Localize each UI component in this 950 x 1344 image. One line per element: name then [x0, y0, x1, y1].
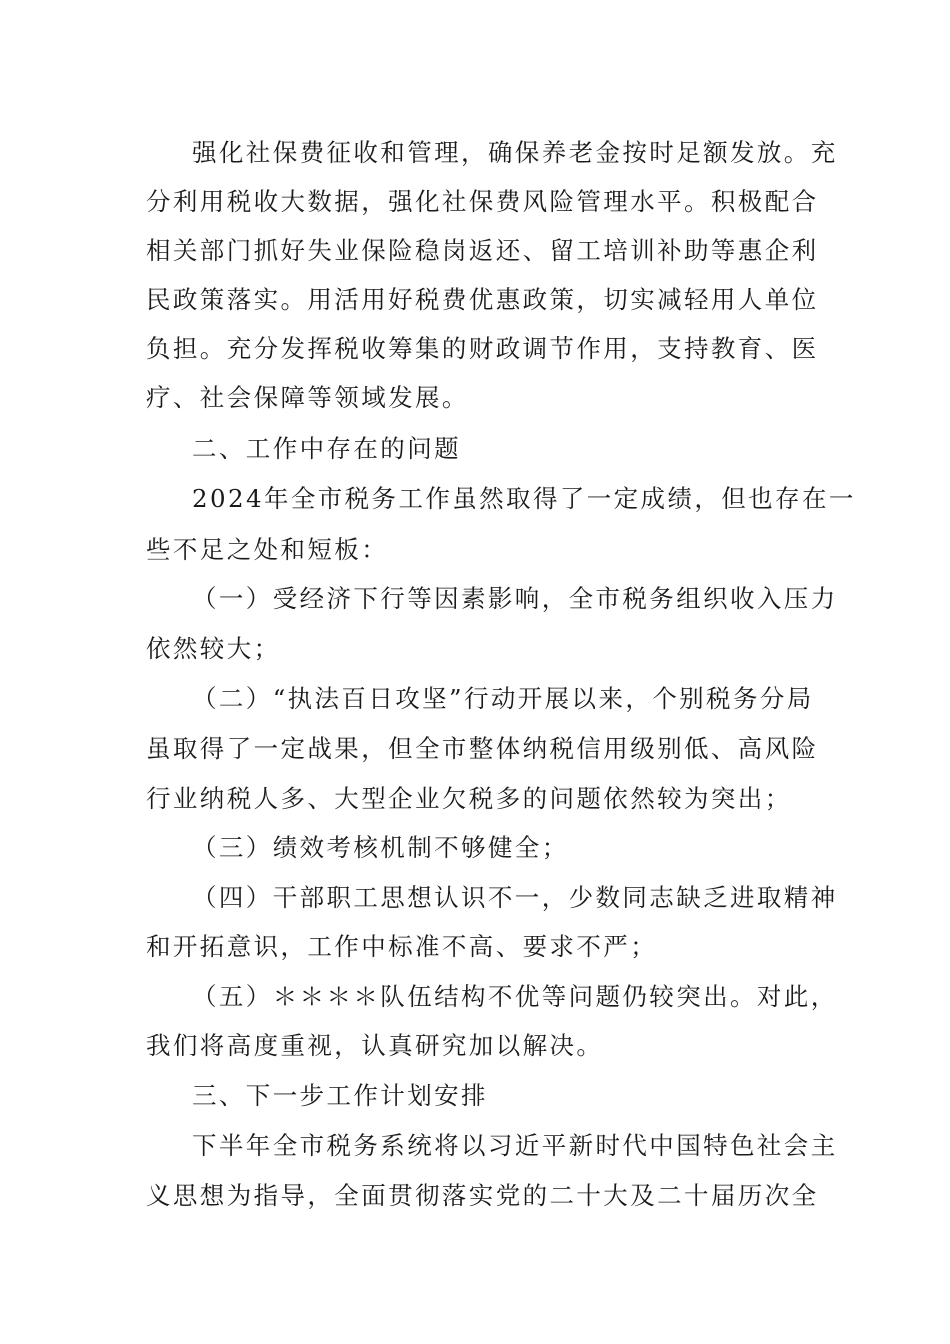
list-item-line: 依然较大；	[146, 634, 281, 663]
list-item-line: 虽取得了一定战果，但全市整体纳税信用级别低、高风险	[146, 734, 819, 763]
paragraph-line: 下半年全市税务系统将以习近平新时代中国特色社会主	[192, 1131, 838, 1160]
paragraph-line: 负担。充分发挥税收筹集的财政调节作用，支持教育、医	[146, 334, 819, 363]
list-item-line: （四）干部职工思想认识不一，少数同志缺乏进取精神	[192, 883, 838, 912]
paragraph-line: 些不足之处和短板：	[146, 535, 389, 564]
list-item-line: （二）“执法百日攻坚”行动开展以来，个别税务分局	[192, 684, 814, 713]
list-item-line: （五）＊＊＊＊队伍结构不优等问题仍较突出。对此，	[192, 982, 838, 1011]
paragraph-line: 相关部门抓好失业保险稳岗返还、留工培训补助等惠企利	[146, 236, 819, 265]
list-item-line: 和开拓意识，工作中标准不高、要求不严；	[146, 932, 658, 961]
list-item-line: 行业纳税人多、大型企业欠税多的问题依然较为突出；	[146, 784, 792, 813]
paragraph-line: 民政策落实。用活用好税费优惠政策，切实减轻用人单位	[146, 285, 819, 314]
paragraph-line: 2024年全市税务工作虽然取得了一定成绩，但也存在一	[192, 484, 856, 513]
paragraph-line: 义思想为指导，全面贯彻落实党的二十大及二十届历次全	[146, 1181, 819, 1210]
paragraph-line: 强化社保费征收和管理，确保养老金按时足额发放。充	[192, 138, 838, 167]
list-item-line: 我们将高度重视，认真研究加以解决。	[146, 1031, 604, 1060]
paragraph-line: 疗、社会保障等领域发展。	[146, 383, 469, 412]
list-item-line: （三）绩效考核机制不够健全；	[192, 833, 569, 862]
section-heading: 三、下一步工作计划安排	[192, 1081, 488, 1110]
section-heading: 二、工作中存在的问题	[192, 434, 461, 463]
paragraph-line: 分利用税收大数据，强化社保费风险管理水平。积极配合	[146, 187, 819, 216]
list-item-line: （一）受经济下行等因素影响，全市税务组织收入压力	[192, 584, 838, 613]
